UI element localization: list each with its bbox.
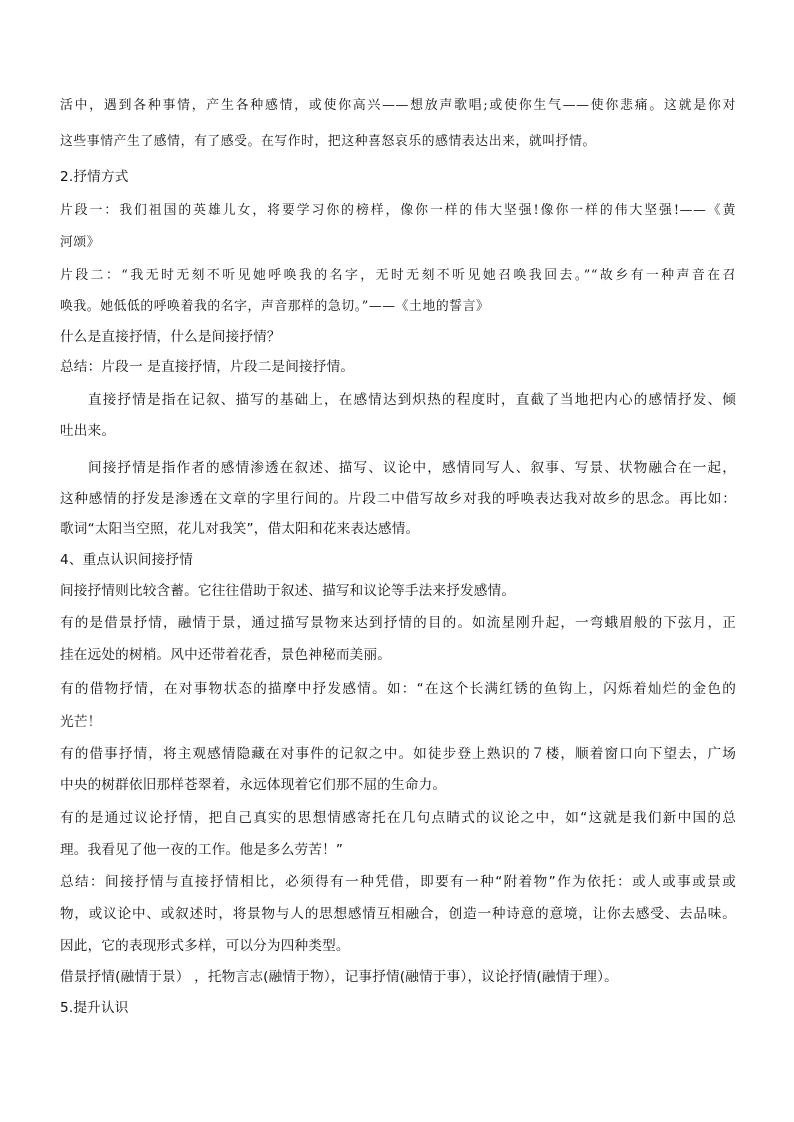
scene-lyric-line-2: 挂在远处的树梢。风中还带着花香，景色神秘而美丽。 xyxy=(60,647,392,663)
indirect-lyric-line-3: 歌词“太阳当空照，花儿对我笑”，借太阳和花来表达感情。 xyxy=(60,521,420,537)
event-lyric-line-2: 中央的树群依旧那样苍翠着，永远体现着它们那不屈的生命力。 xyxy=(60,777,447,793)
argument-lyric-line-2: 理。我看见了他一夜的工作。他是多么劳苦！” xyxy=(60,842,344,858)
event-lyric-line-1: 有的借事抒情，将主观感情隐藏在对事件的记叙之中。如徒步登上熟识的７楼，顺着窗口向下望去，广场 xyxy=(60,746,736,762)
summary-fragments: 总结：片段一 是直接抒情，片段二是间接抒情。 xyxy=(60,359,355,375)
direct-lyric-line-2: 吐出来。 xyxy=(60,423,116,439)
paragraph-intro-line-2: 这些事情产生了感情，有了感受。在写作时，把这种喜怒哀乐的感情表达出来，就叫抒情。 xyxy=(60,134,596,149)
summary-indirect-line-2: 物，或议论中、或叙述时，将景物与人的思想感情互相融合，创造一种诗意的意境，让你去感受、去品味。 xyxy=(60,906,736,922)
direct-lyric-line-1: 直接抒情是指在记叙、描写的基础上，在感情达到炽热的程度时，直截了当地把内心的感情抒发、倾 xyxy=(88,392,736,408)
lyric-types-list: 借景抒情(融情于景） ，托物言志(融情于物），记事抒情(融情于事），议论抒情(融情于理）。 xyxy=(60,969,618,985)
indirect-lyric-line-1: 间接抒情是指作者的感情渗透在叙述、描写、议论中，感情同写人、叙事、写景、状物融合在一起， xyxy=(88,460,736,476)
section-heading-indirect: 4、重点认识间接抒情 xyxy=(60,552,193,568)
summary-indirect-line-3: 因此，它的表现形式多样，可以分为四种类型。 xyxy=(60,938,350,954)
indirect-intro: 间接抒情则比较含蓄。它往往借助于叙述、描写和议论等手法来抒发感情。 xyxy=(60,583,516,599)
indirect-lyric-line-2: 这种感情的抒发是渗透在文章的字里行间的。片段二中借写故乡对我的呼唤表达我对故乡的思念。再比如： xyxy=(60,491,736,507)
fragment-2-line-2: 唤我。她低低的呼唤着我的名字，声音那样的急切。”——《土地的誓言》 xyxy=(60,299,490,314)
section-heading-improve: 5.提升认识 xyxy=(60,1000,129,1016)
summary-indirect-line-1: 总结：间接抒情与直接抒情相比，必须得有一种凭借，即要有一种“附着物”作为依托：或人或事或景或 xyxy=(60,874,736,890)
fragment-2-line-1: 片段二：“我无时无刻不听见她呼唤我的名字，无时无刻不听见她召唤我回去。”“故乡有一种声音在召 xyxy=(60,268,736,283)
question-line: 什么是直接抒情，什么是间接抒情？ xyxy=(60,329,281,345)
fragment-1-line-2: 河颂》 xyxy=(60,235,101,250)
fragment-1-line-1: 片段一：我们祖国的英雄儿女，将要学习你的榜样，像你一样的伟大坚强!像你一样的伟大坚强!——《黄 xyxy=(60,203,736,218)
section-heading-lyric-methods: 2.抒情方式 xyxy=(60,169,129,185)
paragraph-intro-line-1: 活中，遇到各种事情，产生各种感情，或使你高兴——想放声歌唱;或使你生气——使你悲痛。这就是你对 xyxy=(60,98,736,113)
scene-lyric-line-1: 有的是借景抒情，融情于景，通过描写景物来达到抒情的目的。如流星刚升起，一弯蛾眉般的下弦月，正 xyxy=(60,615,736,631)
object-lyric-line-2: 光芒！ xyxy=(60,714,102,730)
object-lyric-line-1: 有的借物抒情，在对事物状态的描摩中抒发感情。如：“在这个长满红锈的鱼钩上，闪烁着灿烂的金色的 xyxy=(60,681,736,697)
argument-lyric-line-1: 有的是通过议论抒情，把自己真实的思想情感寄托在几句点睛式的议论之中，如“这就是我们新中国的总 xyxy=(60,810,736,826)
